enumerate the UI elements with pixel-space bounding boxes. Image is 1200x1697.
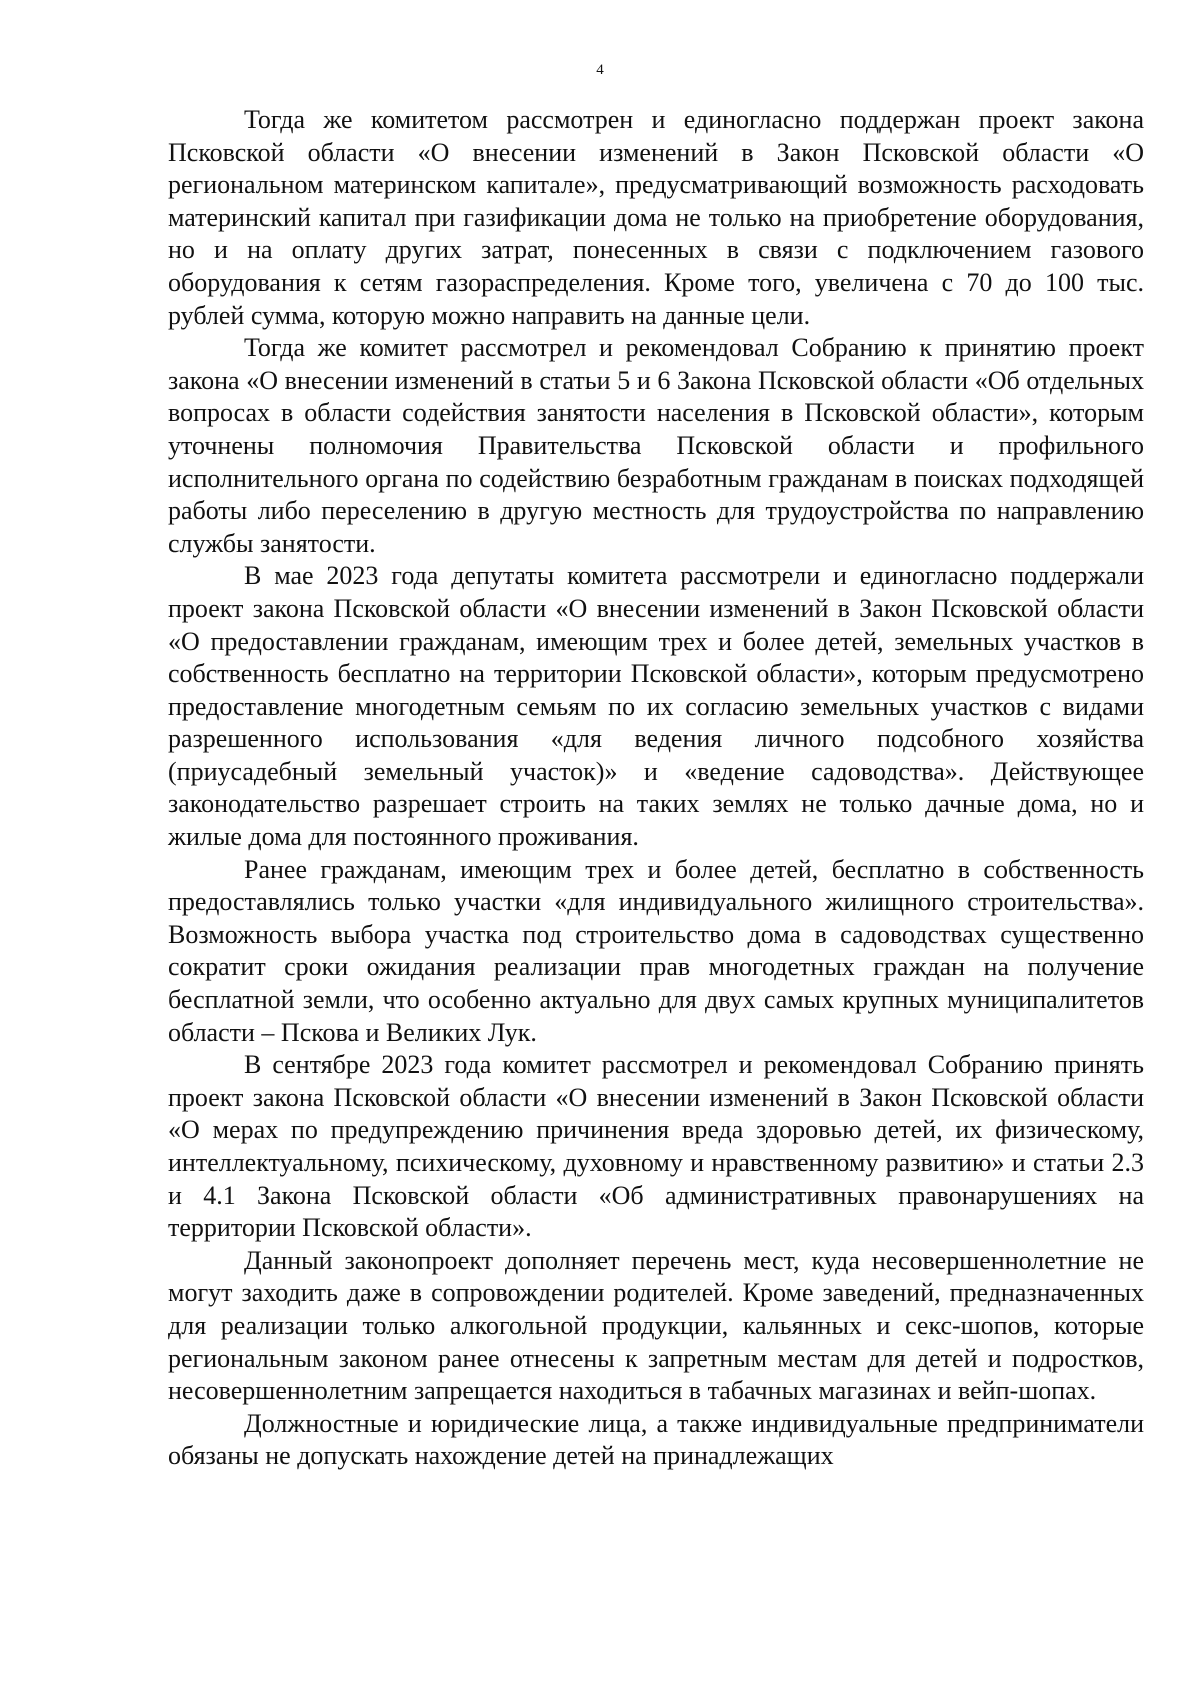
paragraph-child-protection-law: В сентябре 2023 года комитет рассмотрел и рекомендовал Собранию принять проект закона Псковской области «О внесении изменений в Закон Псковской области «О мерах по предупреждению причинения вреда здоровью детей, их физическому, интеллектуальному, психическому, духовному и нравственному развитию» и статьи 2.3 и 4.1 Закона Псковской области «Об административных правонарушениях на территории Псковской области». [168, 1050, 1144, 1243]
paragraph-restricted-places: Данный законопроект дополняет перечень мест, куда несовершеннолетние не могут заходить даже в сопровождении родителей. Кроме заведений, предназначенных для реализации только алкогольной продукции, кальянных и секс-шопов, которые региональным законом ранее отнесены к запретным местам для детей и подростков, несовершеннолетним запрещается находиться в табачных магазинах и вейп-шопах. [168, 1245, 1144, 1406]
paragraph-land-plots-law: В мае 2023 года депутаты комитета рассмотрели и единогласно поддержали проект закона Псковской области «О внесении изменений в Закон Псковской области «О предоставлении гражданам, имеющим трех и более детей, земельных участков в собственность бесплатно на территории Псковской области», которым предусмотрено предоставление многодетным семьям по их согласию земельных участков с видами разрешенного использования «для ведения личного подсобного хозяйства (приусадебный земельный участок)» и «ведение садоводства». Действующее законодательство разрешает строить на таких землях не только дачные дома, но и жилые дома для постоянного проживания. [168, 561, 1144, 852]
paragraph-land-plots-effect: Ранее гражданам, имеющим трех и более детей, бесплатно в собственность предоставлялись только участки «для индивидуального жилищного строительства». Возможность выбора участка под строительство дома в садоводствах существенно сократит сроки ожидания реализации прав многодетных граждан на получение бесплатной земли, что особенно актуально для двух самых крупных муниципалитетов области – Пскова и Великих Лук. [168, 854, 1144, 1047]
paragraph-officials-obligations: Должностные и юридические лица, а также индивидуальные предприниматели обязаны не допускать нахождение детей на принадлежащих [168, 1408, 1144, 1471]
page-number: 4 [596, 62, 604, 78]
document-body [168, 104, 1144, 1473]
paragraph-employment-law: Тогда же комитет рассмотрел и рекомендовал Собранию к принятию проект закона «О внесении изменений в статьи 5 и 6 Закона Псковской области «Об отдельных вопросах в области содействия занятости населения в Псковской области», которым уточнены полномочия Правительства Псковской области и профильного исполнительного органа по содействию безработным гражданам в поисках подходящей работы либо переселению в другую местность для трудоустройства по направлению службы занятости. [168, 333, 1144, 558]
paragraph-maternity-capital: Тогда же комитетом рассмотрен и единогласно поддержан проект закона Псковской области «О внесении изменений в Закон Псковской области «О региональном материнском капитале», предусматривающий возможность расходовать материнский капитал при газификации дома не только на приобретение оборудования, но и на оплату других затрат, понесенных в связи с подключением газового оборудования к сетям газораспределения. Кроме того, увеличена с 70 до 100 тыс. рублей сумма, которую можно направить на данные цели. [168, 105, 1144, 330]
